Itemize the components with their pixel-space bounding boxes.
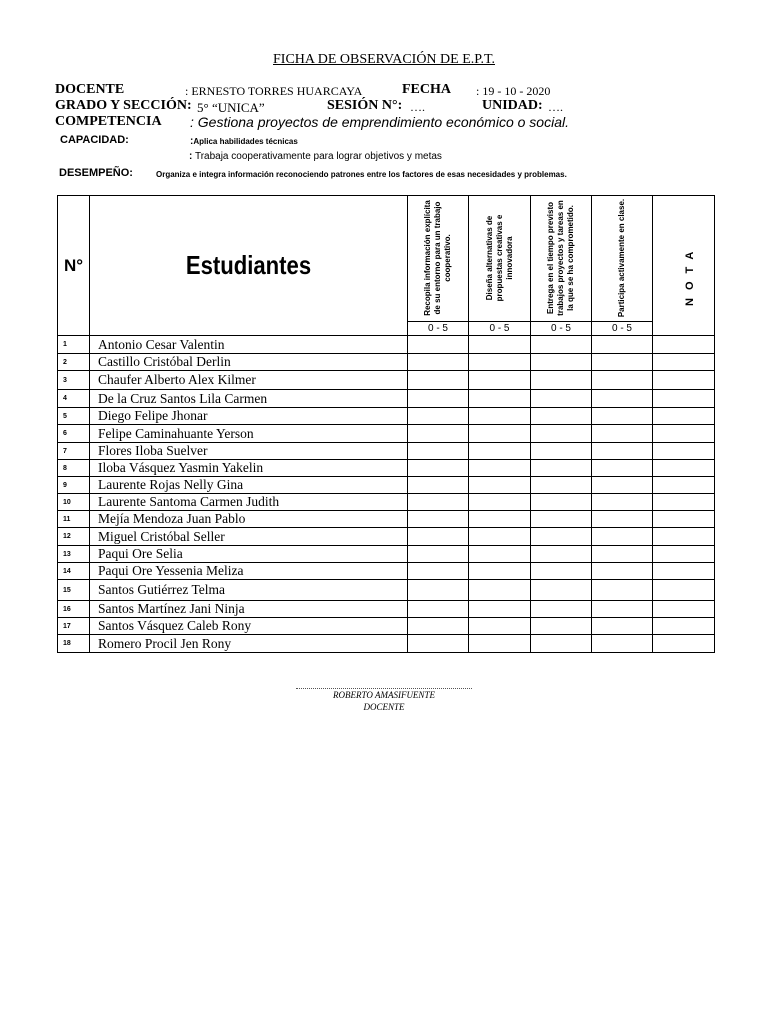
criterion-3-text: Entrega en el tiempo previsto trabajos proyectos y tareas en la que se ha comprometido.	[546, 200, 575, 316]
score-cell-1[interactable]	[408, 546, 469, 563]
nota-label: NOTA	[683, 243, 696, 306]
capacidad-text-2: Trabaja cooperativamente para lograr objetivos y metas	[194, 151, 442, 162]
row-number: 5	[58, 408, 90, 425]
row-number: 18	[58, 635, 90, 653]
score-cell-3[interactable]	[531, 563, 592, 580]
scale-4: 0 - 5	[592, 322, 653, 336]
nota-cell[interactable]	[653, 336, 715, 354]
table-row	[58, 511, 715, 528]
nota-cell[interactable]	[653, 635, 715, 653]
score-cell-3[interactable]	[531, 371, 592, 390]
row-number: 17	[58, 618, 90, 635]
score-cell-4[interactable]	[592, 635, 653, 653]
observation-table	[57, 195, 715, 653]
nota-cell[interactable]	[653, 371, 715, 390]
nota-cell[interactable]	[653, 563, 715, 580]
header-criterion-4	[592, 196, 653, 322]
score-cell-4[interactable]	[592, 390, 653, 408]
grado-value: 5° “UNICA”	[197, 100, 265, 115]
nota-cell[interactable]	[653, 477, 715, 494]
score-cell-3[interactable]	[531, 390, 592, 408]
header-number: N°	[58, 196, 90, 336]
score-cell-1[interactable]	[408, 336, 469, 354]
score-cell-4[interactable]	[592, 494, 653, 511]
student-name: Iloba Vásquez Yasmin Yakelin	[90, 460, 408, 477]
scale-2: 0 - 5	[469, 322, 531, 336]
score-cell-3[interactable]	[531, 460, 592, 477]
student-name: Paqui Ore Yessenia Meliza	[90, 563, 408, 580]
score-cell-1[interactable]	[408, 563, 469, 580]
score-cell-4[interactable]	[592, 425, 653, 443]
row-number: 6	[58, 425, 90, 443]
student-name: Romero Procil Jen Rony	[90, 635, 408, 653]
nota-cell[interactable]	[653, 618, 715, 635]
capacidad-prefix: :	[190, 136, 194, 147]
nota-cell[interactable]	[653, 443, 715, 460]
score-cell-4[interactable]	[592, 408, 653, 425]
score-cell-2[interactable]	[469, 511, 531, 528]
student-rows	[58, 336, 715, 653]
score-cell-4[interactable]	[592, 563, 653, 580]
table-row	[58, 618, 715, 635]
header-students-label: Estudiantes	[185, 250, 312, 280]
score-cell-3[interactable]	[531, 580, 592, 601]
score-cell-1[interactable]	[408, 443, 469, 460]
score-cell-3[interactable]	[531, 336, 592, 354]
score-cell-4[interactable]	[592, 460, 653, 477]
score-cell-2[interactable]	[469, 354, 531, 371]
score-cell-2[interactable]	[469, 635, 531, 653]
competencia-value: : Gestiona proyectos de emprendimiento económico o social.	[190, 114, 569, 130]
score-cell-2[interactable]	[469, 390, 531, 408]
student-name: Antonio Cesar Valentin	[90, 336, 408, 354]
score-cell-2[interactable]	[469, 601, 531, 618]
score-cell-1[interactable]	[408, 580, 469, 601]
sesion-label: SESIÓN N°:	[327, 98, 403, 113]
score-cell-2[interactable]	[469, 460, 531, 477]
table-row	[58, 443, 715, 460]
score-cell-4[interactable]	[592, 546, 653, 563]
table-row	[58, 635, 715, 653]
table-row	[58, 563, 715, 580]
score-cell-1[interactable]	[408, 494, 469, 511]
score-cell-4[interactable]	[592, 354, 653, 371]
student-name: Chaufer Alberto Alex Kilmer	[90, 371, 408, 390]
score-cell-4[interactable]	[592, 601, 653, 618]
score-cell-1[interactable]	[408, 390, 469, 408]
table-row	[58, 494, 715, 511]
capacidad-text-1: Aplica habilidades técnicas	[193, 137, 298, 146]
score-cell-3[interactable]	[531, 528, 592, 546]
table-row	[58, 408, 715, 425]
row-number: 15	[58, 580, 90, 601]
row-number: 10	[58, 494, 90, 511]
row-number: 12	[58, 528, 90, 546]
score-cell-2[interactable]	[469, 371, 531, 390]
score-cell-3[interactable]	[531, 546, 592, 563]
capacidad-prefix-2: :	[189, 151, 193, 162]
competencia-label: COMPETENCIA	[55, 114, 162, 129]
score-cell-1[interactable]	[408, 408, 469, 425]
header-students	[90, 196, 408, 336]
table-row	[58, 336, 715, 354]
score-cell-1[interactable]	[408, 511, 469, 528]
score-cell-2[interactable]	[469, 546, 531, 563]
score-cell-3[interactable]	[531, 443, 592, 460]
score-cell-2[interactable]	[469, 477, 531, 494]
row-number: 3	[58, 371, 90, 390]
score-cell-3[interactable]	[531, 477, 592, 494]
sesion-value: ….	[410, 100, 425, 114]
student-name: Castillo Cristóbal Derlin	[90, 354, 408, 371]
student-name: Santos Gutiérrez Telma	[90, 580, 408, 601]
signature-role: DOCENTE	[363, 702, 405, 712]
score-cell-3[interactable]	[531, 618, 592, 635]
criterion-4-text: Participa activamente en clase.	[617, 198, 626, 318]
score-cell-1[interactable]	[408, 460, 469, 477]
student-name: Felipe Caminahuante Yerson	[90, 425, 408, 443]
header-criterion-1	[408, 196, 469, 322]
table-row	[58, 354, 715, 371]
desempeno-value: Organiza e integra información reconociendo patrones entre los factores de esas necesidades y problemas.	[156, 170, 567, 179]
nota-cell[interactable]	[653, 494, 715, 511]
student-name: Santos Vásquez Caleb Rony	[90, 618, 408, 635]
score-cell-2[interactable]	[469, 563, 531, 580]
score-cell-2[interactable]	[469, 336, 531, 354]
row-number: 9	[58, 477, 90, 494]
score-cell-4[interactable]	[592, 477, 653, 494]
score-cell-3[interactable]	[531, 601, 592, 618]
score-cell-3[interactable]	[531, 494, 592, 511]
score-cell-2[interactable]	[469, 494, 531, 511]
row-number: 13	[58, 546, 90, 563]
student-name: Mejía Mendoza Juan Pablo	[90, 511, 408, 528]
grado-label: GRADO Y SECCIÓN:	[55, 98, 192, 113]
student-name: Flores Iloba Suelver	[90, 443, 408, 460]
score-cell-4[interactable]	[592, 580, 653, 601]
row-number: 4	[58, 390, 90, 408]
row-number: 7	[58, 443, 90, 460]
table-row	[58, 528, 715, 546]
nota-cell[interactable]	[653, 528, 715, 546]
score-cell-2[interactable]	[469, 408, 531, 425]
score-cell-1[interactable]	[408, 477, 469, 494]
table-row	[58, 425, 715, 443]
score-cell-4[interactable]	[592, 336, 653, 354]
row-number: 16	[58, 601, 90, 618]
score-cell-2[interactable]	[469, 580, 531, 601]
table-row	[58, 477, 715, 494]
document-title: FICHA DE OBSERVACIÓN DE E.P.T.	[273, 52, 495, 67]
score-cell-1[interactable]	[408, 601, 469, 618]
score-cell-4[interactable]	[592, 511, 653, 528]
score-cell-4[interactable]	[592, 371, 653, 390]
signature-name: ROBERTO AMASIFUENTE	[333, 690, 435, 700]
score-cell-4[interactable]	[592, 443, 653, 460]
unidad-value: ….	[548, 100, 563, 114]
table-row	[58, 601, 715, 618]
score-cell-2[interactable]	[469, 618, 531, 635]
docente-label: DOCENTE	[55, 82, 125, 97]
criterion-1-text: Recopila información explícita de su entorno para un trabajo cooperativo.	[423, 200, 452, 316]
scale-1: 0 - 5	[408, 322, 469, 336]
header-criterion-2	[469, 196, 531, 322]
nota-cell[interactable]	[653, 390, 715, 408]
score-cell-1[interactable]	[408, 618, 469, 635]
nota-cell[interactable]	[653, 546, 715, 563]
signature-line	[296, 688, 472, 689]
student-name: Laurente Santoma Carmen Judith	[90, 494, 408, 511]
row-number: 2	[58, 354, 90, 371]
header-nota	[653, 196, 715, 336]
student-name: Santos Martínez Jani Ninja	[90, 601, 408, 618]
nota-cell[interactable]	[653, 408, 715, 425]
score-cell-1[interactable]	[408, 354, 469, 371]
capacidad-label: CAPACIDAD:	[60, 134, 129, 146]
score-cell-2[interactable]	[469, 443, 531, 460]
nota-cell[interactable]	[653, 460, 715, 477]
capacidad-item-2	[189, 151, 442, 162]
table-row	[58, 546, 715, 563]
score-cell-1[interactable]	[408, 371, 469, 390]
table-row	[58, 390, 715, 408]
score-cell-2[interactable]	[469, 425, 531, 443]
student-name: De la Cruz Santos Lila Carmen	[90, 390, 408, 408]
nota-cell[interactable]	[653, 601, 715, 618]
fecha-value: : 19 - 10 - 2020	[476, 84, 551, 98]
scale-3: 0 - 5	[531, 322, 592, 336]
desempeno-label: DESEMPEÑO:	[59, 167, 133, 179]
student-name: Paqui Ore Selia	[90, 546, 408, 563]
score-cell-1[interactable]	[408, 528, 469, 546]
unidad-label: UNIDAD:	[482, 98, 543, 113]
row-number: 11	[58, 511, 90, 528]
table-row	[58, 580, 715, 601]
score-cell-3[interactable]	[531, 511, 592, 528]
score-cell-2[interactable]	[469, 528, 531, 546]
row-number: 14	[58, 563, 90, 580]
row-number: 1	[58, 336, 90, 354]
score-cell-1[interactable]	[408, 425, 469, 443]
docente-value: : ERNESTO TORRES HUARCAYA	[185, 84, 363, 98]
table-row	[58, 460, 715, 477]
student-name: Miguel Cristóbal Seller	[90, 528, 408, 546]
nota-cell[interactable]	[653, 425, 715, 443]
row-number: 8	[58, 460, 90, 477]
score-cell-3[interactable]	[531, 635, 592, 653]
table-row	[58, 371, 715, 390]
score-cell-4[interactable]	[592, 618, 653, 635]
score-cell-4[interactable]	[592, 528, 653, 546]
capacidad-item-1	[190, 136, 298, 147]
score-cell-3[interactable]	[531, 354, 592, 371]
score-cell-3[interactable]	[531, 425, 592, 443]
header-criterion-3	[531, 196, 592, 322]
nota-cell[interactable]	[653, 580, 715, 601]
student-name: Diego Felipe Jhonar	[90, 408, 408, 425]
fecha-label: FECHA	[402, 82, 451, 97]
nota-cell[interactable]	[653, 511, 715, 528]
nota-cell[interactable]	[653, 354, 715, 371]
student-name: Laurente Rojas Nelly Gina	[90, 477, 408, 494]
score-cell-3[interactable]	[531, 408, 592, 425]
score-cell-1[interactable]	[408, 635, 469, 653]
criterion-2-text: Diseña alternativas de propuestas creativas e innovadora	[484, 214, 514, 302]
